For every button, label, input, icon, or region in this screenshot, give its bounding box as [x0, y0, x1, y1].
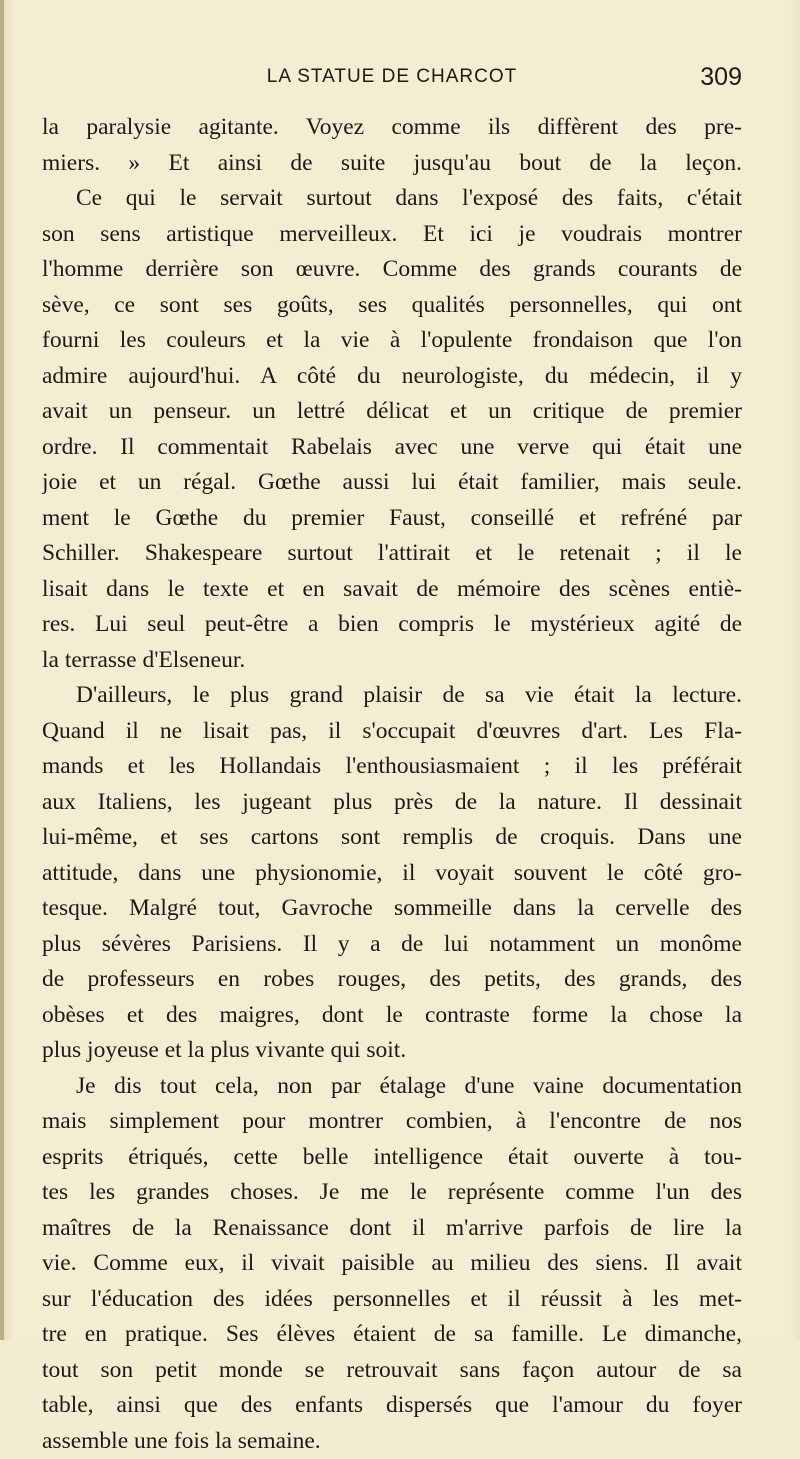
text-line: res. Lui seul peut-être a bien compris le mystérieux agité de	[42, 607, 742, 643]
text-line: la terrasse d'Elseneur.	[42, 643, 742, 679]
running-head	[42, 62, 742, 92]
text-line: table, ainsi que des enfants dispersés que l'amour du foyer	[42, 1388, 742, 1424]
text-line: D'ailleurs, le plus grand plaisir de sa vie était la lecture.	[42, 678, 742, 714]
text-line: aux Italiens, les jugeant plus près de la nature. Il dessinait	[42, 785, 742, 821]
text-line: ment le Gœthe du premier Faust, conseillé et refréné par	[42, 501, 742, 537]
text-line: de professeurs en robes rouges, des petits, des grands, des	[42, 962, 742, 998]
text-line: obèses et des maigres, dont le contraste forme la chose la	[42, 998, 742, 1034]
text-line: mands et les Hollandais l'enthousiasmaient ; il les préférait	[42, 749, 742, 785]
text-line: joie et un régal. Gœthe aussi lui était familier, mais seule.	[42, 465, 742, 501]
text-line: tes les grandes choses. Je me le représente comme l'un des	[42, 1175, 742, 1211]
text-line: lui-même, et ses cartons sont remplis de croquis. Dans une	[42, 820, 742, 856]
text-line: maîtres de la Renaissance dont il m'arrive parfois de lire la	[42, 1211, 742, 1247]
text-line: tout son petit monde se retrouvait sans façon autour de sa	[42, 1353, 742, 1389]
text-line: Schiller. Shakespeare surtout l'attirait et le retenait ; il le	[42, 536, 742, 572]
page-number: 309	[700, 62, 742, 92]
text-line: mais simplement pour montrer combien, à l'encontre de nos	[42, 1104, 742, 1140]
text-line: lisait dans le texte et en savait de mémoire des scènes entiè-	[42, 572, 742, 608]
text-line: assemble une fois la semaine.	[42, 1424, 742, 1459]
text-line: avait un penseur. un lettré délicat et un critique de premier	[42, 394, 742, 430]
text-line: Ce qui le servait surtout dans l'exposé des faits, c'était	[42, 181, 742, 217]
text-line: la paralysie agitante. Voyez comme ils diffèrent des pre-	[42, 110, 742, 146]
text-line: Je dis tout cela, non par étalage d'une vaine documentation	[42, 1069, 742, 1105]
text-line: plus joyeuse et la plus vivante qui soit.	[42, 1033, 742, 1069]
text-line: tesque. Malgré tout, Gavroche sommeille dans la cervelle des	[42, 891, 742, 927]
body-text	[42, 110, 742, 1459]
text-line: fourni les couleurs et la vie à l'opulente frondaison que l'on	[42, 323, 742, 359]
text-line: attitude, dans une physionomie, il voyait souvent le côté gro-	[42, 856, 742, 892]
text-line: esprits étriqués, cette belle intelligence était ouverte à tou-	[42, 1140, 742, 1176]
page-gutter-shadow	[0, 0, 4, 1340]
text-line: plus sévères Parisiens. Il y a de lui notamment un monôme	[42, 927, 742, 963]
text-line: sève, ce sont ses goûts, ses qualités personnelles, qui ont	[42, 288, 742, 324]
text-line: son sens artistique merveilleux. Et ici je voudrais montrer	[42, 217, 742, 253]
text-line: l'homme derrière son œuvre. Comme des grands courants de	[42, 252, 742, 288]
text-line: sur l'éducation des idées personnelles et il réussit à les met-	[42, 1282, 742, 1318]
text-line: tre en pratique. Ses élèves étaient de sa famille. Le dimanche,	[42, 1317, 742, 1353]
text-line: Quand il ne lisait pas, il s'occupait d'œuvres d'art. Les Fla-	[42, 714, 742, 750]
running-title: LA STATUE DE CHARCOT	[42, 62, 742, 92]
text-line: miers. » Et ainsi de suite jusqu'au bout de la leçon.	[42, 146, 742, 182]
text-line: ordre. Il commentait Rabelais avec une verve qui était une	[42, 430, 742, 466]
text-line: vie. Comme eux, il vivait paisible au milieu des siens. Il avait	[42, 1246, 742, 1282]
text-line: admire aujourd'hui. A côté du neurologiste, du médecin, il y	[42, 359, 742, 395]
